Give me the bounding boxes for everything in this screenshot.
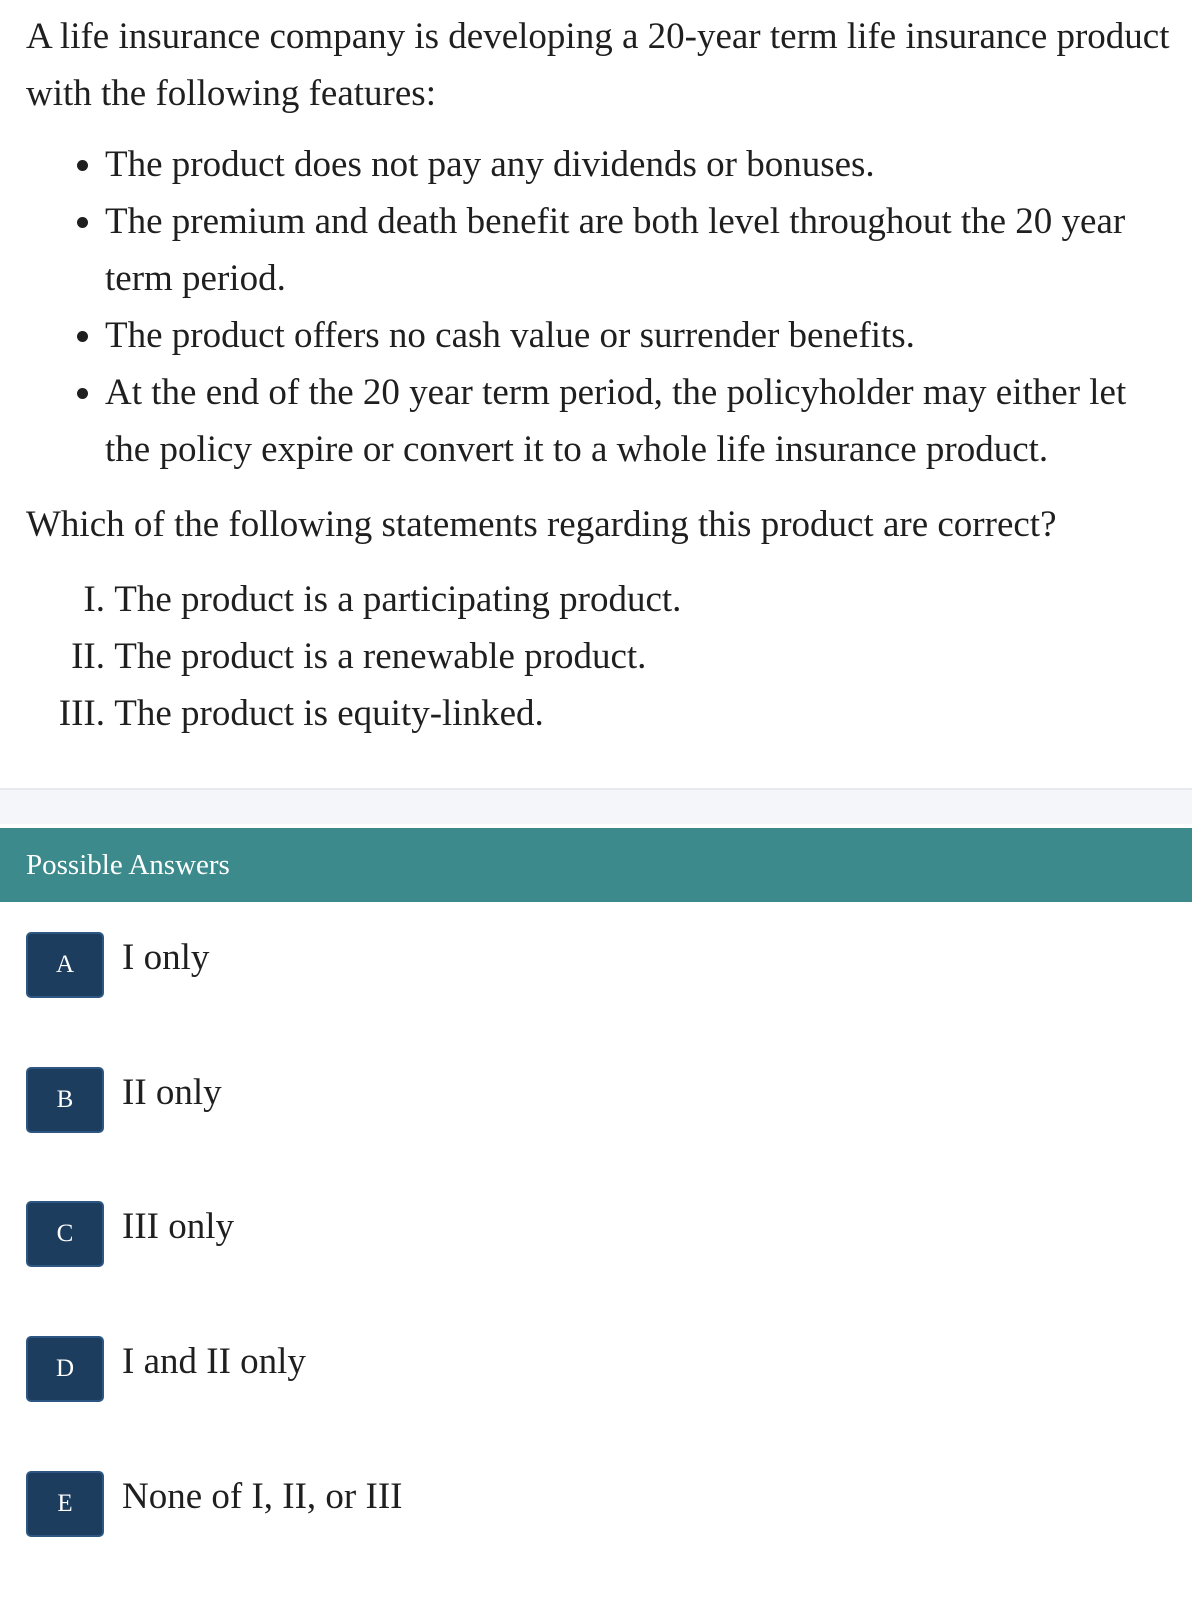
answer-letter-badge[interactable]: A	[26, 932, 104, 998]
answer-letter-badge[interactable]: B	[26, 1067, 104, 1133]
answer-letter-badge[interactable]: E	[26, 1471, 104, 1537]
possible-answers-header: Possible Answers	[0, 828, 1192, 902]
feature-list	[26, 136, 1176, 478]
question-block	[26, 8, 1176, 742]
answer-option-b[interactable]	[26, 1067, 222, 1133]
feature-item: • The premium and death benefit are both level throughout the 20 year term period.	[105, 193, 1176, 307]
statement-number: III.	[58, 693, 105, 734]
feature-item: • The product does not pay any dividends or bonuses.	[105, 136, 1176, 193]
answer-text[interactable]: III only	[122, 1206, 234, 1247]
answer-letter-badge[interactable]: D	[26, 1336, 104, 1402]
answer-text[interactable]: None of I, II, or III	[122, 1476, 403, 1517]
statement-number: II.	[71, 636, 105, 677]
statement-text: The product is a participating product.	[114, 579, 682, 620]
statement-item	[26, 685, 1176, 742]
statement-number: I.	[83, 579, 105, 620]
question-intro: A life insurance company is developing a 20-year term life insurance product with the following features:	[26, 16, 1170, 114]
answer-text[interactable]: II only	[122, 1072, 222, 1113]
answer-option-a[interactable]	[26, 932, 209, 998]
answer-option-d[interactable]	[26, 1336, 306, 1402]
section-divider	[0, 788, 1192, 824]
statement-text: The product is a renewable product.	[114, 636, 647, 677]
answer-text[interactable]: I only	[122, 937, 210, 978]
answer-text[interactable]: I and II only	[122, 1341, 306, 1382]
statement-item	[26, 628, 1176, 685]
statement-list	[26, 571, 1176, 742]
question-prompt: Which of the following statements regarding this product are correct?	[26, 504, 1057, 545]
statement-text: The product is equity-linked.	[114, 693, 544, 734]
feature-item: • The product offers no cash value or surrender benefits.	[105, 307, 1176, 364]
answer-option-c[interactable]	[26, 1201, 234, 1267]
feature-item: • At the end of the 20 year term period, the policyholder may either let the policy expire or convert it to a whole life insurance product.	[105, 364, 1176, 478]
answer-option-e[interactable]	[26, 1471, 402, 1537]
answer-letter-badge[interactable]: C	[26, 1201, 104, 1267]
statement-item	[26, 571, 1176, 628]
